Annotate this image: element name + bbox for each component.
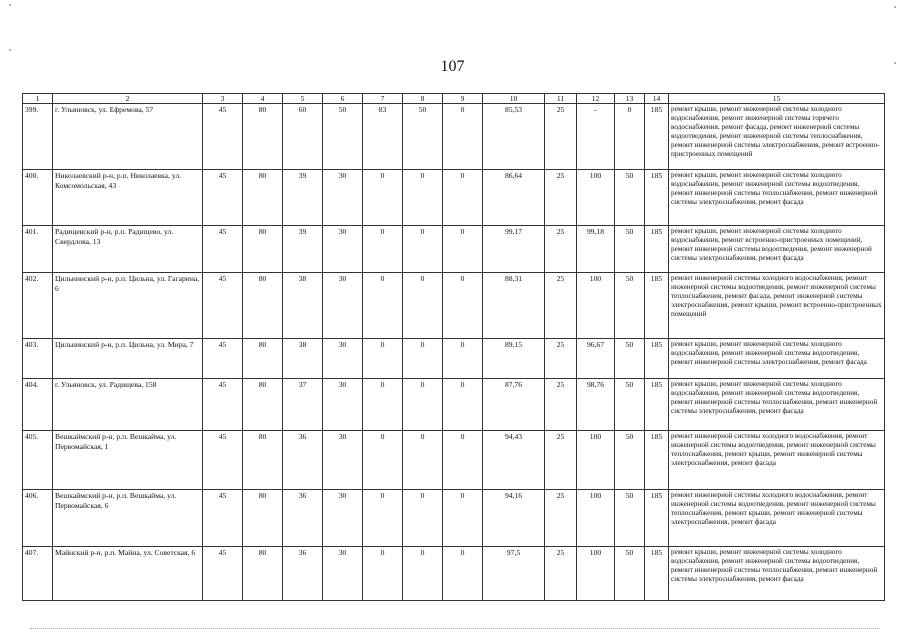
cell: 185: [645, 547, 669, 601]
col-header: 1: [23, 94, 53, 104]
row-address: г. Ульяновск, ул. Радищева, 158: [53, 379, 203, 431]
row-address: Радищевский р-н, р.п. Радищево, ул. Свердлова, 13: [53, 226, 203, 273]
cell: 50: [615, 226, 645, 273]
cell: 0: [403, 547, 443, 601]
cell: 80: [243, 431, 283, 490]
cell: 50: [615, 547, 645, 601]
cell: 185: [645, 273, 669, 339]
cell: 0: [443, 104, 483, 170]
cell: 36: [283, 431, 323, 490]
col-header: 12: [577, 94, 615, 104]
cell: 185: [645, 339, 669, 379]
cell: 25: [545, 104, 577, 170]
cell: 89,15: [483, 339, 545, 379]
cell: 0: [403, 379, 443, 431]
cell: 0: [363, 490, 403, 547]
cell: 30: [323, 170, 363, 226]
cell: 0: [363, 379, 403, 431]
cell: 0: [443, 170, 483, 226]
cell: 0: [403, 431, 443, 490]
cell: 80: [243, 379, 283, 431]
cell: 0: [443, 547, 483, 601]
table-row: [23, 226, 885, 273]
row-index: 406.: [23, 490, 53, 547]
cell: 83: [363, 104, 403, 170]
cell: 39: [283, 170, 323, 226]
cell: 0: [443, 490, 483, 547]
cell: 30: [323, 339, 363, 379]
cell: 25: [545, 431, 577, 490]
cell: 50: [615, 170, 645, 226]
cell: 25: [545, 170, 577, 226]
cell: 30: [323, 431, 363, 490]
table-row: [23, 339, 885, 379]
header-row: [23, 94, 885, 104]
cell: 100: [577, 273, 615, 339]
cell: 25: [545, 547, 577, 601]
row-index: 401.: [23, 226, 53, 273]
cell: 45: [203, 226, 243, 273]
row-index: 405.: [23, 431, 53, 490]
row-index: 404.: [23, 379, 53, 431]
cell: 86,64: [483, 170, 545, 226]
row-address: Цильнинский р-н, р.п. Цильна, ул. Гагарина, 6: [53, 273, 203, 339]
cell: 94,43: [483, 431, 545, 490]
cell: 50: [615, 379, 645, 431]
cell: 0: [443, 273, 483, 339]
cell: 0: [363, 170, 403, 226]
cell: 38: [283, 273, 323, 339]
cell: 45: [203, 431, 243, 490]
cell: 100: [577, 490, 615, 547]
cell: 80: [243, 226, 283, 273]
cell: 80: [243, 339, 283, 379]
row-address: Николаевский р-н, р.п. Николаевка, ул. Комсомольская, 43: [53, 170, 203, 226]
cell: 25: [545, 339, 577, 379]
col-header: 10: [483, 94, 545, 104]
col-header: 14: [645, 94, 669, 104]
cell: 0: [363, 547, 403, 601]
cell: 45: [203, 104, 243, 170]
row-address: Вешкаймский р-н, р.п. Вешкайма, ул. Первомайская, 1: [53, 431, 203, 490]
cell: 94,16: [483, 490, 545, 547]
row-description: ремонт крыши, ремонт инженерной системы холодного водоснабжения, ремонт инженерной системы водоотведения, ремонт инженерной системы теплоснабжения, ремонт инженерной системы электроснабжения, ремонт фасада: [669, 547, 885, 601]
cell: 0: [443, 226, 483, 273]
cell: 0: [403, 339, 443, 379]
cell: 36: [283, 490, 323, 547]
cell: 85,53: [483, 104, 545, 170]
cell: 185: [645, 431, 669, 490]
cell: -: [577, 104, 615, 170]
row-address: Вешкаймский р-н, р.п. Вешкайма, ул. Первомайская, 6: [53, 490, 203, 547]
cell: 0: [443, 379, 483, 431]
cell: 36: [283, 547, 323, 601]
col-header: 9: [443, 94, 483, 104]
cell: 50: [615, 339, 645, 379]
row-description: ремонт инженерной системы холодного водоснабжения, ремонт инженерной системы водоотведения, ремонт инженерной системы теплоснабжения, ремонт фасада, ремонт инженерной системы электроснабжения, ремонт крыши, ремонт встроенно-пристроенных помещений: [669, 273, 885, 339]
table-row: [23, 431, 885, 490]
cell: 80: [243, 170, 283, 226]
scan-edge-noise: [30, 628, 880, 630]
cell: 185: [645, 226, 669, 273]
page-number: 107: [440, 58, 465, 75]
cell: 80: [243, 104, 283, 170]
cell: 96,67: [577, 339, 615, 379]
cell: 100: [577, 547, 615, 601]
cell: 0: [403, 170, 443, 226]
scan-speck: [9, 49, 11, 51]
cell: 0: [363, 339, 403, 379]
row-index: 399.: [23, 104, 53, 170]
row-description: ремонт крыши, ремонт инженерной системы холодного водоснабжения, ремонт инженерной системы горячего водоснабжения, ремонт фасада, ремонт инженерной системы водоотведения, ремонт инженерной системы теплоснабжения, ремонт инженерной системы электроснабжения, ремонт встроенно-пристроенных помещений: [669, 104, 885, 170]
row-address: г. Ульяновск, ул. Ефремова, 57: [53, 104, 203, 170]
row-description: ремонт инженерной системы холодного водоснабжения, ремонт инженерной системы водоотведения, ремонт инженерной системы теплоснабжения, ремонт крыши, ремонт инженерной системы электроснабжения, ремонт фасада: [669, 431, 885, 490]
cell: 0: [443, 431, 483, 490]
cell: 185: [645, 170, 669, 226]
cell: 45: [203, 547, 243, 601]
cell: 0: [363, 431, 403, 490]
cell: 50: [615, 273, 645, 339]
cell: 30: [323, 379, 363, 431]
cell: 25: [545, 273, 577, 339]
row-index: 403.: [23, 339, 53, 379]
col-header: 2: [53, 94, 203, 104]
cell: 0: [403, 273, 443, 339]
table-row: [23, 379, 885, 431]
cell: 88,31: [483, 273, 545, 339]
cell: 45: [203, 339, 243, 379]
cell: 0: [403, 226, 443, 273]
cell: 50: [403, 104, 443, 170]
row-description: ремонт крыши, ремонт инженерной системы холодного водоснабжения, ремонт инженерной системы водоотведения, ремонт инженерной системы электроснабжения, ремонт фасада: [669, 339, 885, 379]
col-header: 11: [545, 94, 577, 104]
row-description: ремонт крыши, ремонт инженерной системы холодного водоснабжения, ремонт инженерной системы водоотведения, ремонт инженерной системы теплоснабжения, ремонт инженерной системы электроснабжения, ремонт фасада: [669, 170, 885, 226]
row-index: 402.: [23, 273, 53, 339]
cell: 0: [403, 490, 443, 547]
row-address: Цильнинский р-н, р.п. Цильна, ул. Мира, 7: [53, 339, 203, 379]
cell: 100: [577, 170, 615, 226]
table-row: [23, 273, 885, 339]
table-row: [23, 170, 885, 226]
cell: 50: [615, 431, 645, 490]
cell: 30: [323, 547, 363, 601]
scan-speck: [894, 62, 896, 64]
cell: 45: [203, 273, 243, 339]
cell: 45: [203, 490, 243, 547]
row-description: ремонт крыши, ремонт инженерной системы холодного водоснабжения, ремонт инженерной системы водоотведения, ремонт инженерной системы теплоснабжения, ремонт инженерной системы электроснабжения, ремонт фасада: [669, 379, 885, 431]
col-header: 15: [669, 94, 885, 104]
cell: 30: [323, 226, 363, 273]
cell: 80: [243, 490, 283, 547]
cell: 80: [243, 273, 283, 339]
cell: 185: [645, 379, 669, 431]
cell: 0: [363, 226, 403, 273]
cell: 30: [323, 273, 363, 339]
cell: 97,5: [483, 547, 545, 601]
row-description: ремонт инженерной системы холодного водоснабжения, ремонт инженерной системы водоотведения, ремонт инженерной системы теплоснабжения, ремонт крыши, ремонт инженерной системы электроснабжения, ремонт фасада: [669, 490, 885, 547]
cell: 80: [243, 547, 283, 601]
repair-table: [22, 93, 885, 601]
cell: 60: [283, 104, 323, 170]
row-address: Майнский р-н, р.п. Майна, ул. Советская, 6: [53, 547, 203, 601]
col-header: 4: [243, 94, 283, 104]
cell: 45: [203, 170, 243, 226]
cell: 25: [545, 490, 577, 547]
cell: 50: [615, 490, 645, 547]
cell: 45: [203, 379, 243, 431]
cell: 99,17: [483, 226, 545, 273]
cell: 0: [443, 339, 483, 379]
col-header: 7: [363, 94, 403, 104]
scan-speck: [9, 4, 11, 6]
cell: 50: [323, 104, 363, 170]
cell: 100: [577, 431, 615, 490]
table-row: [23, 104, 885, 170]
row-index: 407.: [23, 547, 53, 601]
table-row: [23, 547, 885, 601]
cell: 99,18: [577, 226, 615, 273]
scan-speck: [894, 6, 896, 8]
cell: 185: [645, 490, 669, 547]
cell: 38: [283, 339, 323, 379]
cell: 0: [615, 104, 645, 170]
col-header: 3: [203, 94, 243, 104]
col-header: 5: [283, 94, 323, 104]
cell: 0: [363, 273, 403, 339]
table-row: [23, 490, 885, 547]
col-header: 13: [615, 94, 645, 104]
cell: 25: [545, 226, 577, 273]
cell: 25: [545, 379, 577, 431]
cell: 39: [283, 226, 323, 273]
cell: 30: [323, 490, 363, 547]
cell: 98,76: [577, 379, 615, 431]
cell: 87,76: [483, 379, 545, 431]
cell: 185: [645, 104, 669, 170]
col-header: 8: [403, 94, 443, 104]
cell: 37: [283, 379, 323, 431]
row-index: 400.: [23, 170, 53, 226]
row-description: ремонт крыши, ремонт инженерной системы холодного водоснабжения, ремонт встроенно-пристроенных помещений, ремонт инженерной системы водоотведения, ремонт инженерной системы электроснабжения, ремонт фасада: [669, 226, 885, 273]
col-header: 6: [323, 94, 363, 104]
